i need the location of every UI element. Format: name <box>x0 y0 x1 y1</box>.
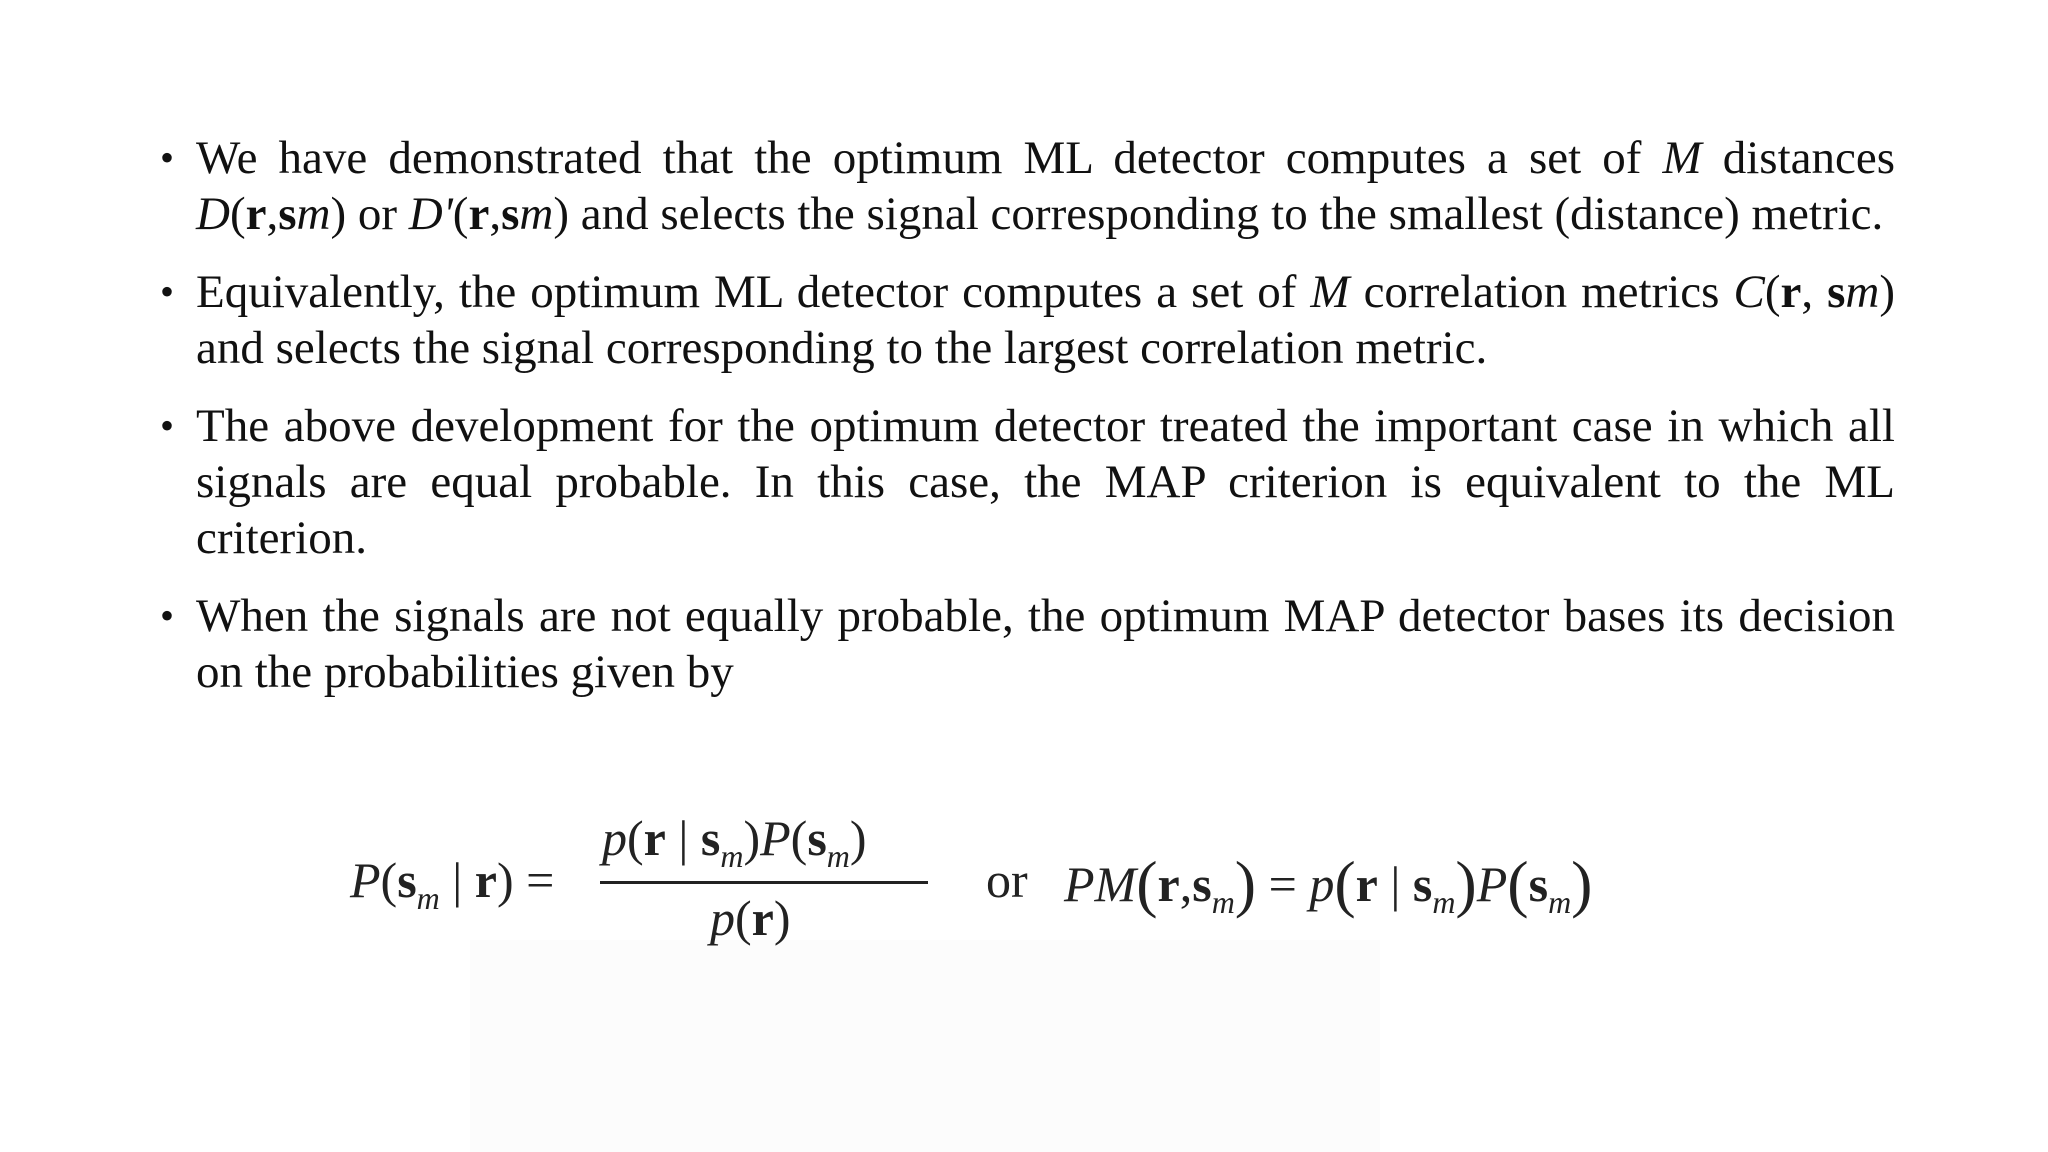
map-formula <box>350 810 1730 975</box>
formula-numerator: p(r | $s_m)P(s_m)$ <box>602 810 867 874</box>
formula-rhs: $PM(r,s_m) = p(r$ | $s_m)P(s_m)$ <box>1064 848 1593 920</box>
bullet-text-4: When the signals are not equally probable, the optimum MAP detector bases its decision on the probabilities given by <box>196 590 1895 698</box>
bullet-dot-icon: • <box>160 593 175 638</box>
bullet-item-4 <box>160 588 1895 700</box>
formula-or: or <box>986 852 1028 908</box>
bullet-item-1 <box>160 130 1895 242</box>
fraction-bar <box>600 881 928 884</box>
bullet-dot-icon: • <box>160 269 175 314</box>
bullet-item-2 <box>160 264 1895 376</box>
bullet-text-2: Equivalently, the optimum ML detector computes a set of M correlation metrics C(r, sm) and selects the signal corresponding to the largest correlation metric. <box>196 266 1896 374</box>
formula-lhs: $P(s_m$ | r) = <box>350 852 555 916</box>
bullet-item-3 <box>160 398 1895 566</box>
bullet-dot-icon: • <box>160 403 175 448</box>
bullet-dot-icon: • <box>160 135 175 180</box>
formula-denominator: p(r) <box>710 890 791 946</box>
bullet-list <box>160 130 1895 722</box>
bullet-text-1: We have demonstrated that the optimum ML detector computes a set of M distances D(r,sm) or D'(r,sm) and selects the signal corresponding to the smallest (distance) metric. <box>196 132 1896 240</box>
bullet-text-3: The above development for the optimum detector treated the important case in which all signals are equal probable. In this case, the MAP criterion is equivalent to the ML criterion. <box>196 400 1895 564</box>
